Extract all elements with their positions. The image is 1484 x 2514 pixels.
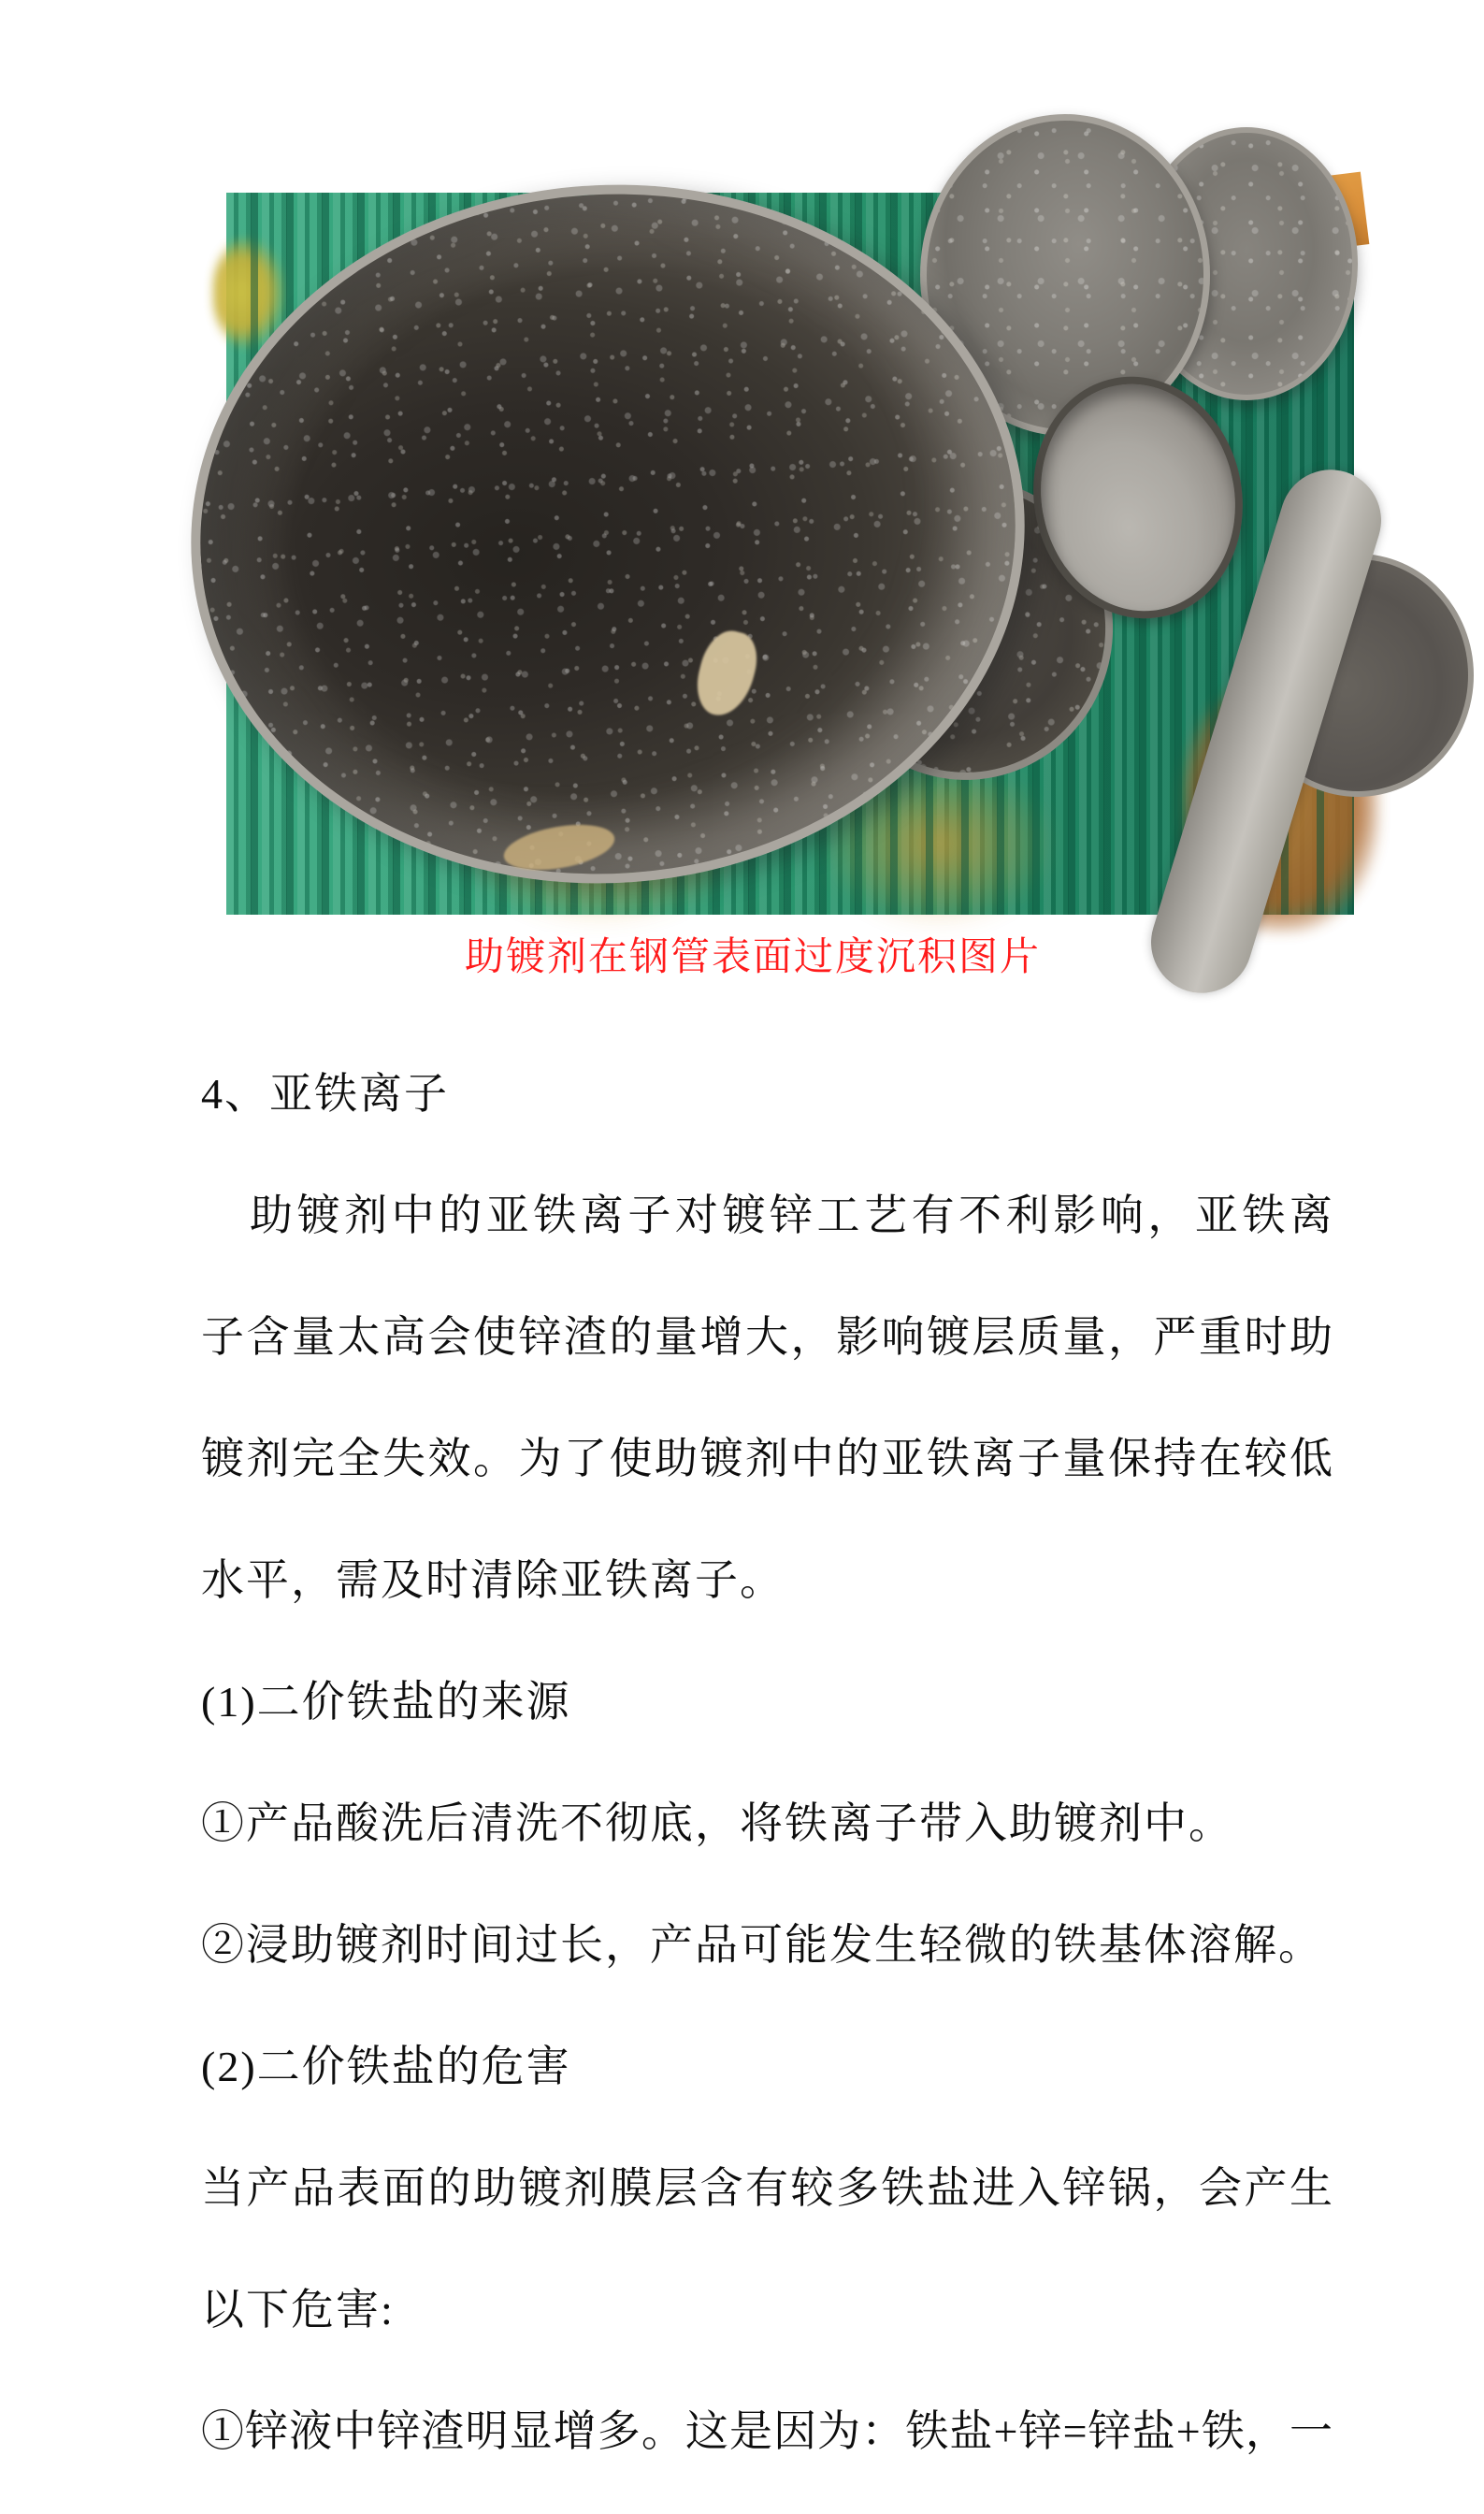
- body-line: (2)二价铁盐的危害: [201, 2043, 571, 2090]
- figure-caption: 助镀剂在钢管表面过度沉积图片: [464, 936, 1041, 979]
- body-line: ①锌液中锌渣明显增多。这是因为：铁盐+锌=锌盐+铁，一: [201, 2407, 1333, 2455]
- document-body: [201, 1012, 1333, 2514]
- body-line: ②浸助镀剂时间过长，产品可能发生轻微的铁基体溶解。: [201, 1921, 1323, 1969]
- section-heading: 4、亚铁离子: [201, 1070, 449, 1118]
- body-line: (1)二价铁盐的来源: [201, 1678, 571, 1726]
- body-line: 镀剂完全失效。为了使助镀剂中的亚铁离子量保持在较低: [201, 1435, 1333, 1482]
- body-line: 子含量太高会使锌渣的量增大，影响镀层质量，严重时助: [201, 1313, 1333, 1361]
- figure-image: [226, 193, 1354, 915]
- body-line: 水平，需及时清除亚铁离子。: [201, 1556, 785, 1604]
- body-line: 助镀剂中的亚铁离子对镀锌工艺有不利影响，亚铁离: [250, 1192, 1333, 1239]
- body-line: 当产品表面的助镀剂膜层含有较多铁盐进入锌锅，会产生: [201, 2164, 1333, 2212]
- body-line: ①产品酸洗后清洗不彻底，将铁离子带入助镀剂中。: [201, 1799, 1233, 1847]
- body-line: 以下危害:: [201, 2286, 395, 2333]
